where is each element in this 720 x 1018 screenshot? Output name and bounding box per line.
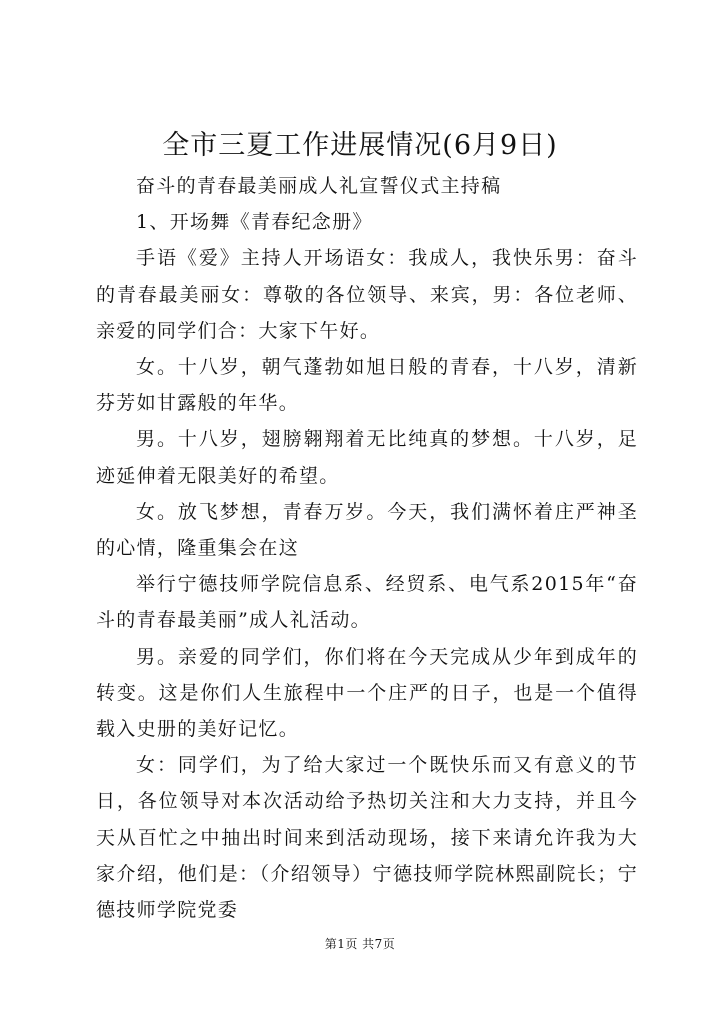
- paragraph-male-eighteen: 男。十八岁，翅膀翱翔着无比纯真的梦想。十八岁，足迹延伸着无限美好的希望。: [96, 428, 638, 487]
- paragraph-male-students: 男。亲爱的同学们，你们将在今天完成从少年到成年的转变。这是你们人生旅程中一个庄严的日子，也是一个值得载入史册的美好记忆。: [96, 645, 638, 741]
- document-body: [96, 168, 638, 928]
- paragraph-subtitle: 奋斗的青春最美丽成人礼宣誓仪式主持稿: [136, 175, 502, 197]
- paragraph-opening-dance: 1、开场舞《青春纪念册》: [136, 211, 373, 234]
- paragraph-female-introduction: 女：同学们，为了给大家过一个既快乐而又有意义的节日，各位领导对本次活动给予热切关注和大力支持，并且今天从百忙之中抽出时间来到活动现场，接下来请允许我为大家介绍，他们是：（介绍领导）宁德技师学院林熙副院长；宁德技师学院党委: [96, 754, 638, 922]
- page-number-footer: 第1页 共7页: [324, 937, 396, 951]
- paragraph-female-dream: 女。放飞梦想，青春万岁。今天，我们满怀着庄严神圣的心情，隆重集会在这: [96, 500, 638, 560]
- document-title: 全市三夏工作进展情况(6月9日): [162, 130, 558, 161]
- paragraph-female-eighteen: 女。十八岁，朝气蓬勃如旭日般的青春，十八岁，清新芬芳如甘露般的年华。: [96, 356, 638, 415]
- paragraph-opening-words: 手语《爱》主持人开场语女：我成人，我快乐男：奋斗的青春最美丽女：尊敬的各位领导、来宾，男：各位老师、亲爱的同学们合：大家下午好。: [96, 247, 638, 342]
- paragraph-ceremony: 举行宁德技师学院信息系、经贸系、电气系2015年“奋斗的青春最美丽”成人礼活动。: [96, 573, 638, 632]
